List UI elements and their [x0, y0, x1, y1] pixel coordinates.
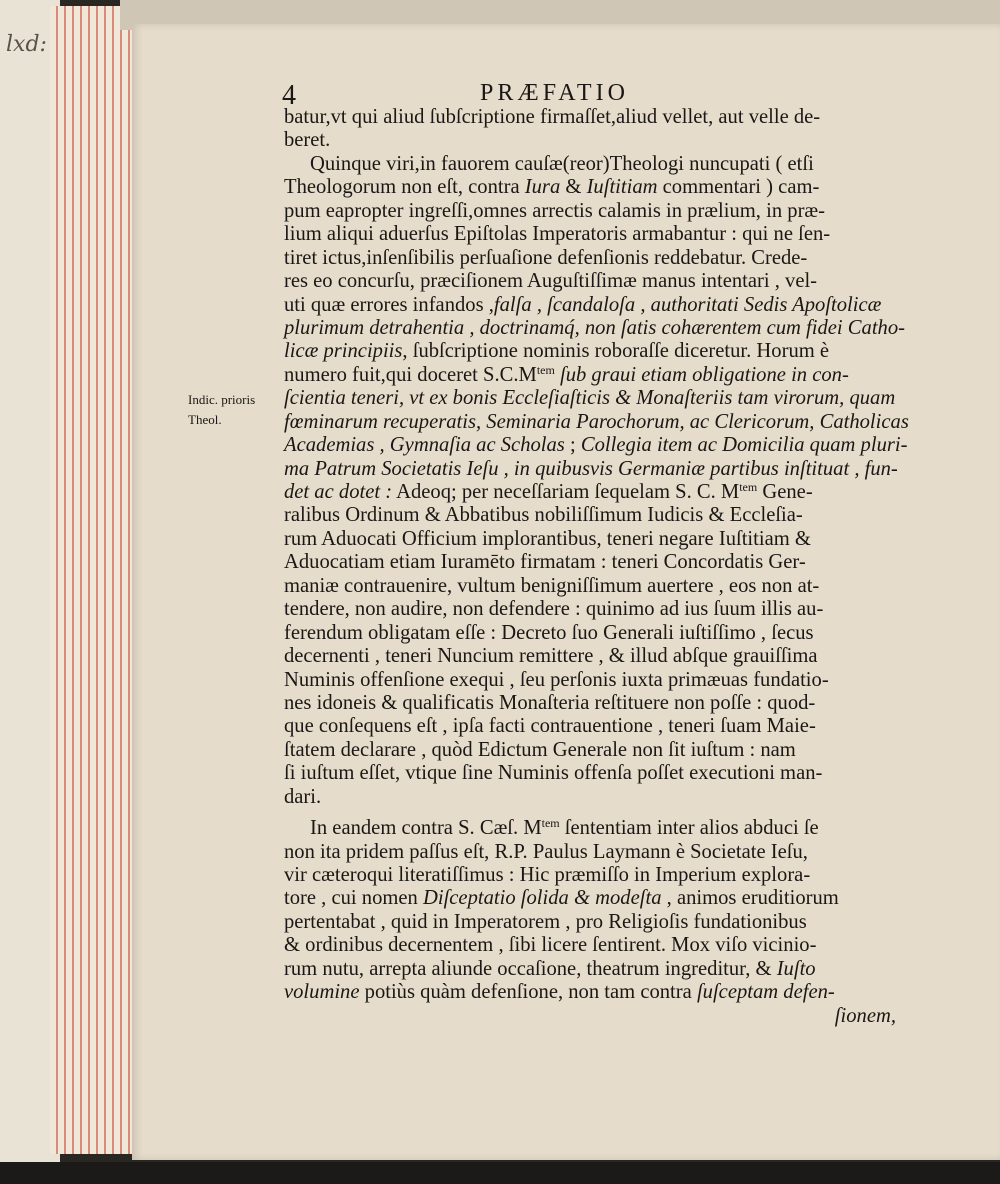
- text-line: [284, 598, 906, 621]
- paragraph-1: [284, 106, 906, 153]
- text-run: tore , cui nomen: [284, 887, 423, 910]
- text-run: Gene-: [757, 481, 813, 503]
- page-number: 4: [282, 80, 296, 111]
- italic-run: Iuſtitiam: [586, 176, 658, 199]
- italic-run: ſionem,: [834, 1004, 896, 1027]
- text-line: [284, 1005, 906, 1028]
- italic-run: Collegia item ac Domicilia quam pluri-: [580, 434, 908, 457]
- text-line: [284, 786, 906, 809]
- italic-run: falſa , ſcandaloſa , authoritati Sedis Apoſtolicæ: [493, 293, 882, 316]
- text-line: [284, 317, 906, 340]
- bottom-background: [0, 1162, 1000, 1184]
- text-line: [284, 270, 906, 293]
- italic-run: licæ principiis: [284, 340, 403, 363]
- text-run: potiùs quàm defenſione, non tam contra: [359, 981, 697, 1004]
- text-line: [284, 294, 906, 317]
- text-run: que conſequens eſt , ipſa facti contrauentione , teneri ſuam Maie-: [284, 715, 816, 738]
- text-run: ſententiam inter alios abduci ſe: [559, 817, 819, 840]
- text-run: ralibus Ordinum & Abbatibus nobiliſſimum Iudicis & Eccleſia-: [284, 504, 803, 527]
- text-line: [284, 841, 906, 864]
- text-run: decernenti , teneri Nuncium remittere , & illud abſque grauiſſima: [284, 645, 818, 668]
- italic-run: det ac dotet :: [284, 481, 393, 503]
- text-run: , ſubſcriptione nominis roboraſſe diceretur. Horum è: [402, 340, 830, 363]
- text-run: ſi iuſtum eſſet, vtique ſine Numinis offenſa poſſet executioni man-: [284, 762, 823, 785]
- handwritten-note: lxd:: [6, 32, 47, 57]
- italic-run: plurimum detrahentia , doctrinamq́, non ſatis cohærentem cum fidei Catho-: [284, 316, 905, 339]
- text-run: ferendum obligatam eſſe : Decreto ſuo Generali iuſtiſſimo , ſecus: [284, 621, 814, 644]
- superscript: tem: [739, 480, 758, 494]
- text-line: [284, 176, 906, 199]
- text-run: Adeoq; per neceſſariam ſequelam S. C. M: [392, 481, 740, 503]
- text-line: [284, 934, 906, 957]
- text-run: non ita pridem paſſus eſt, R.P. Paulus Laymann è Societate Ieſu,: [284, 840, 808, 863]
- text-line: [284, 458, 906, 481]
- text-line: [284, 864, 906, 887]
- text-line: [284, 692, 906, 715]
- text-run: Quinque viri,in fauorem cauſæ(reor)Theologi nuncupati ( etſi: [310, 152, 814, 175]
- text-run: beret.: [284, 129, 331, 152]
- marginal-note: [188, 390, 284, 430]
- text-line: [284, 340, 906, 363]
- text-line: [284, 200, 906, 223]
- text-run: pertentabat , quid in Imperatorem , pro Religioſis fundationibus: [284, 910, 807, 933]
- text-line: [284, 669, 906, 692]
- text-run: lium aliqui aduerſus Epiſtolas Imperatoris armabantur : qui ne ſen-: [284, 223, 831, 246]
- superscript: tem: [536, 362, 555, 377]
- text-run: Aduocatiam etiam Iuramēto firmatam : teneri Concordatis Ger-: [284, 551, 806, 574]
- italic-run: Iura: [524, 176, 561, 199]
- italic-run: ſub graui etiam obligatione in con-: [559, 363, 849, 386]
- text-line: [284, 551, 906, 574]
- text-line: [284, 817, 906, 840]
- text-line: [284, 887, 906, 910]
- italic-run: Academias , Gymnaſia ac Scholas: [284, 434, 565, 457]
- text-line: [284, 958, 906, 981]
- text-line: [284, 434, 906, 457]
- italic-run: Iuſto: [776, 957, 816, 980]
- text-line: [284, 739, 906, 762]
- text-line: [284, 481, 906, 504]
- text-run: dari.: [284, 785, 322, 808]
- text-line: [284, 364, 906, 387]
- running-head: PRÆFATIO: [480, 80, 629, 106]
- text-run: &: [560, 176, 587, 199]
- text-run: numero fuit,qui doceret S.C.M: [284, 363, 537, 386]
- paragraph-3: [284, 817, 906, 1028]
- text-run: ſtatem declarare , quòd Edictum Generale non ſit iuſtum : nam: [284, 738, 796, 761]
- text-line: [284, 575, 906, 598]
- italic-run: ma Patrum Societatis Ieſu , in quibusvis Germaniæ partibus inſtituat , fun-: [284, 457, 898, 480]
- text-run: rum nutu, arrepta aliunde occaſione, theatrum ingreditur, &: [284, 957, 777, 980]
- text-line: [284, 387, 906, 410]
- text-run: commentari ) cam-: [657, 176, 820, 199]
- paragraph-2: [284, 152, 909, 809]
- text-run: ;: [564, 434, 581, 457]
- text-line: [284, 129, 906, 152]
- text-line: [284, 911, 906, 934]
- text-run: uti quæ errores infandos ,: [284, 293, 494, 316]
- text-run: pum eapropter ingreſſi,omnes arrectis calamis in prælium, in præ-: [284, 199, 826, 222]
- italic-run: ſcientia teneri, vt ex bonis Eccleſiaſticis & Monaſteriis tam virorum, quam: [284, 387, 896, 410]
- text-run: tiret ictus,inſenſibilis perſuaſione defenſionis reddebatur. Crede-: [284, 246, 808, 269]
- text-run: Numinis offenſione exequi , ſeu perſonis iuxta primæuas fundatio-: [284, 668, 829, 691]
- text-run: tendere, non audire, non defendere : quinimo ad ius ſuum illis au-: [284, 598, 824, 621]
- text-run: res eo concurſu, præciſionem Auguſtiſſimæ manus intentari , vel-: [284, 270, 818, 293]
- text-line: [284, 762, 906, 785]
- text-run: batur,vt qui aliud ſubſcriptione firmaſſet,aliud vellet, aut velle de-: [284, 106, 821, 128]
- text-line: [284, 223, 906, 246]
- text-run: nes idoneis & qualificatis Monaſteria reſtituere non poſſe : quod-: [284, 691, 816, 714]
- text-run: rum Aduocati Officium implorantibus, teneri negare Iuſtitiam &: [284, 527, 811, 550]
- italic-run: ſuſceptam defen-: [696, 981, 835, 1004]
- superscript: tem: [541, 816, 560, 831]
- text-line: [284, 504, 906, 527]
- body-text: [284, 106, 909, 1028]
- text-run: maniæ contrauenire, vultum benigniſſimum auertere , eos non at-: [284, 574, 820, 597]
- text-line: [284, 153, 906, 176]
- italic-run: volumine: [284, 981, 360, 1004]
- text-run: , animos eruditiorum: [661, 887, 839, 910]
- text-line: [284, 622, 906, 645]
- page-edges: [50, 6, 140, 1154]
- text-run: Theologorum non eſt, contra: [284, 176, 525, 199]
- text-line: [284, 645, 906, 668]
- text-line: [284, 247, 906, 270]
- text-line: [284, 715, 906, 738]
- text-line: [284, 410, 909, 434]
- text-run: In eandem contra S. Cæſ. M: [310, 817, 542, 840]
- text-line: [284, 106, 906, 129]
- text-line: [284, 528, 906, 551]
- text-run: & ordinibus decernentem , ſibi licere ſentirent. Mox viſo vicinio-: [284, 934, 817, 957]
- text-run: vir cæteroqui literatiſſimus : Hic præmiſſo in Imperium explora-: [284, 864, 811, 886]
- italic-run: Diſceptatio ſolida & modeſta: [422, 887, 662, 910]
- marginal-line: Theol.: [188, 412, 222, 427]
- text-line: [284, 981, 906, 1004]
- italic-run: fœminarum recuperatis, Seminaria Parochorum, ac Clericorum, Catholicas: [284, 410, 909, 433]
- marginal-line: Indic. prioris: [188, 392, 256, 407]
